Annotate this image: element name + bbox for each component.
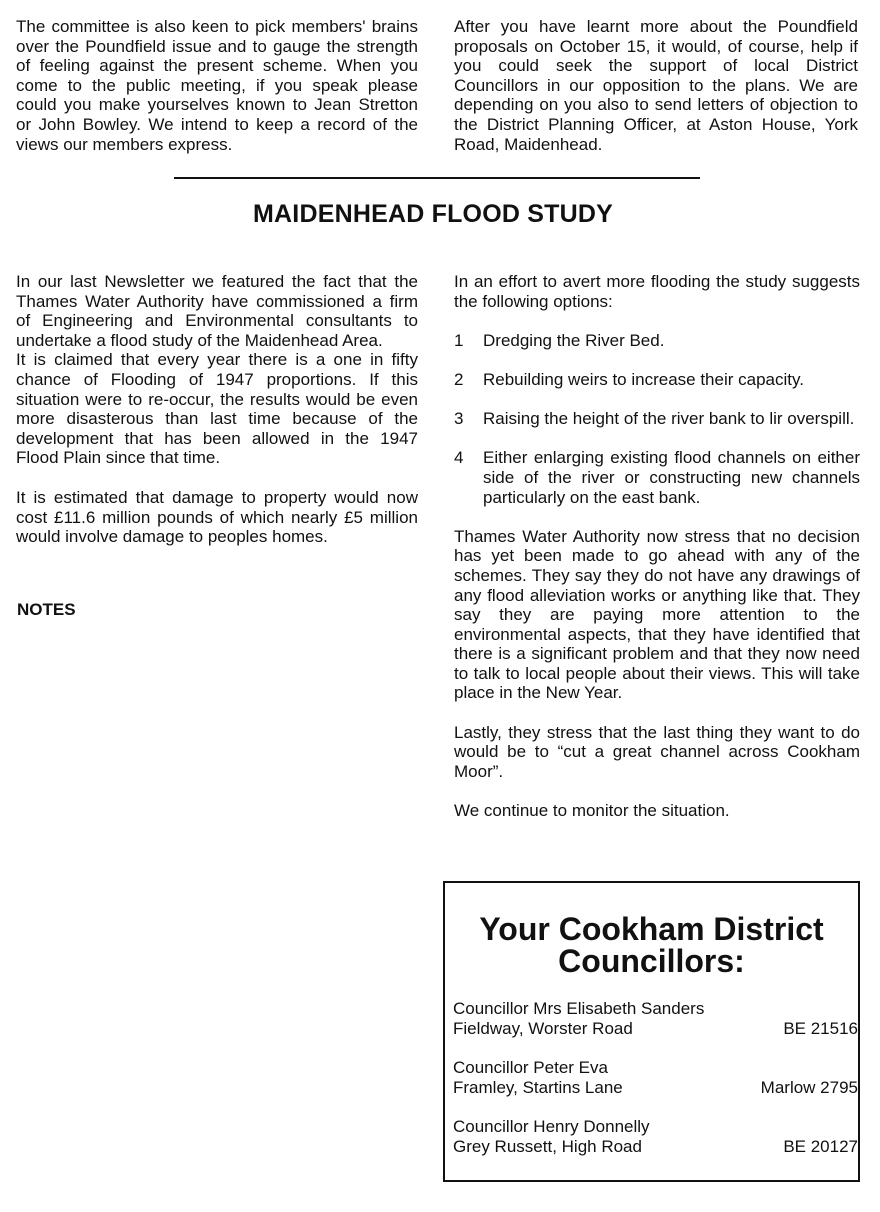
damage-cost-paragraph: It is estimated that damage to property would now cost £11.6 million pounds of which nearly £5 million would involve damage to peoples homes. — [16, 487, 418, 547]
intro-column-right — [454, 17, 858, 154]
option-item — [454, 331, 860, 351]
option-text: Rebuilding weirs to increase their capacity. — [483, 369, 804, 389]
option-number: 2 — [454, 369, 464, 389]
flood-chance-paragraph: It is claimed that every year there is a one in fifty chance of Flooding of 1947 proportions. If this situation were to re-occur, the results would be even more disasterous than last time because of the development that has been allowed in the 1947 Flood Plain since that time. — [16, 350, 418, 468]
councillor-name: Councillor Henry Donnelly — [453, 1117, 650, 1136]
councillor-name: Councillor Peter Eva — [453, 1058, 608, 1077]
flood-study-left-column — [16, 272, 418, 547]
option-text: Dredging the River Bed. — [483, 330, 665, 350]
option-number: 4 — [454, 448, 464, 468]
councillor-entry — [453, 999, 858, 1038]
councillors-box-title — [445, 913, 858, 977]
committee-paragraph: The committee is also keen to pick members' brains over the Poundfield issue and to gauge the strength of feeling against the present scheme. When you come to the public meeting, if you speak please could you make yourselves known to Jean Stretton or John Bowley. We intend to keep a record of the views our members express. — [16, 17, 418, 154]
options-intro: In an effort to avert more flooding the study suggests the following options: — [454, 272, 860, 311]
section-title: MAIDENHEAD FLOOD STUDY — [253, 200, 613, 228]
councillor-address: Framley, Startins Lane — [453, 1077, 623, 1097]
councillor-phone: BE 20127 — [783, 1136, 858, 1156]
box-title-line1: Your Cookham District — [479, 911, 824, 947]
councillor-name: Councillor Mrs Elisabeth Sanders — [453, 999, 705, 1018]
option-text: Either enlarging existing flood channels on either side of the river or constructing new channels particularly on the east bank. — [483, 448, 860, 507]
councillor-address: Fieldway, Worster Road — [453, 1018, 633, 1038]
box-title-line2: Councillors: — [558, 943, 745, 979]
lastly-paragraph: Lastly, they stress that the last thing they want to do would be to “cut a great channel across Cookham Moor”. — [454, 722, 860, 781]
councillor-entry — [453, 1117, 858, 1156]
flood-study-right-column — [454, 272, 860, 821]
poundfield-paragraph: After you have learnt more about the Poundfield proposals on October 15, it would, of course, help if you could seek the support of local District Councillors in our opposition to the plans. We are depending on you also to send letters of objection to the District Planning Officer, at Aston House, York Road, Maidenhead. — [454, 17, 858, 154]
option-item — [454, 448, 860, 507]
councillor-entry — [453, 1058, 858, 1097]
councillor-address: Grey Russett, High Road — [453, 1136, 642, 1156]
option-item — [454, 409, 860, 429]
councillor-phone: BE 21516 — [783, 1018, 858, 1038]
councillor-phone: Marlow 2795 — [760, 1077, 858, 1097]
option-text: Raising the height of the river bank to lir overspill. — [483, 409, 855, 429]
section-divider — [174, 177, 700, 179]
newsletter-paragraph: In our last Newsletter we featured the fact that the Thames Water Authority have commissioned a firm of Engineering and Environmental consultants to undertake a flood study of the Maidenhead Area. — [16, 272, 418, 350]
option-number: 3 — [454, 409, 464, 429]
intro-column-left — [16, 17, 418, 154]
notes-label: NOTES — [17, 600, 76, 619]
option-item — [454, 370, 860, 390]
monitor-paragraph: We continue to monitor the situation. — [454, 801, 730, 821]
authority-paragraph: Thames Water Authority now stress that no decision has yet been made to go ahead with any of the schemes. They say they do not have any drawings of any flood alleviation works or anything like that. They say they are paying more attention to the environmental aspects, that they have identified that there is a significant problem and that they now need to talk to local people about their views. This will take place in the New Year. — [454, 526, 860, 703]
option-number: 1 — [454, 330, 464, 350]
councillors-box — [443, 881, 860, 1182]
